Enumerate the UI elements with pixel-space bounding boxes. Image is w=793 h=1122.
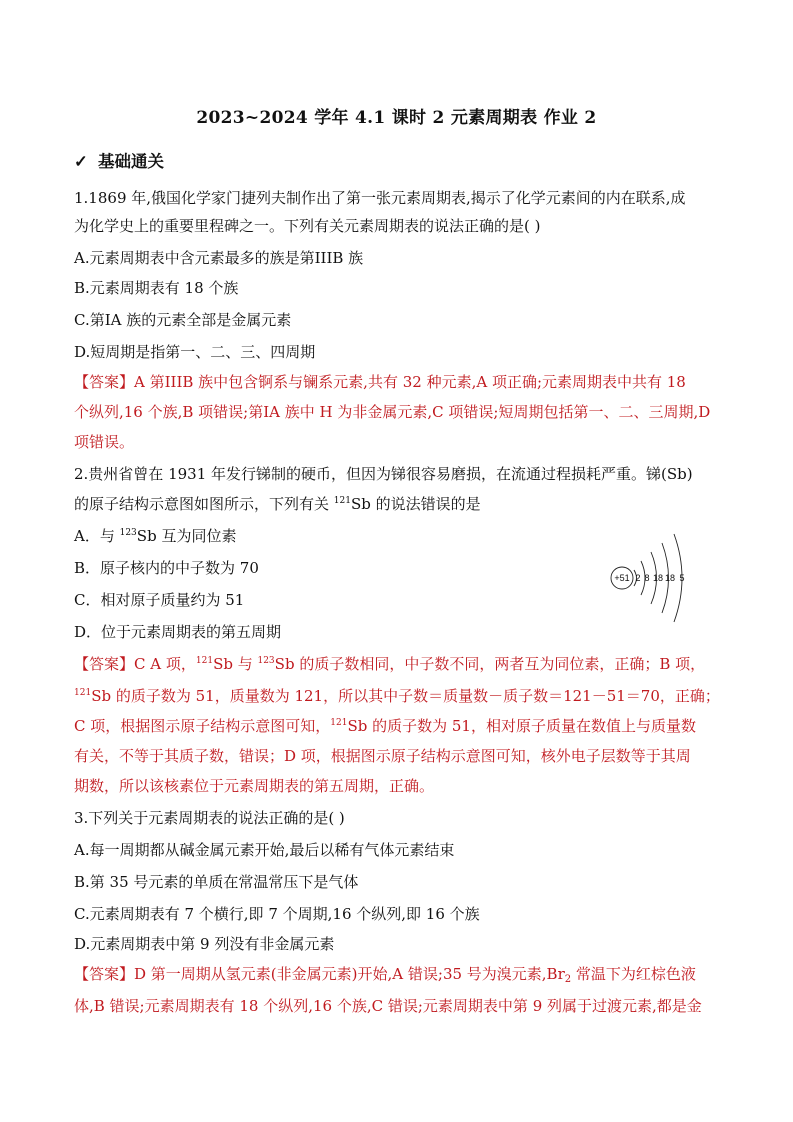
checkmark-icon: ✓ (74, 152, 88, 171)
q2-option-b: B．原子核内的中子数为 70 (74, 559, 259, 577)
q3-answer-line2: 体,B 错误;元素周期表有 18 个纵列,16 个族,C 错误;元素周期表中第 9 列属于过渡元素,都是金 (74, 997, 702, 1015)
answer-tag: 【答案】 (74, 655, 135, 673)
q2-option-a: A．与 $^{123}$Sb 互为同位素 (74, 527, 237, 545)
q2-stem-line2: 的原子结构示意图如图所示，下列有关 $^{121}$Sb 的说法错误的是 (74, 495, 481, 513)
q1-answer-line3: 项错误。 (74, 433, 135, 451)
q2-answer-line4: 有关，不等于其质子数，错误；D 项，根据图示原子结构示意图可知，核外电子层数等于其周 (74, 747, 691, 765)
shell-count-4: 18 (664, 573, 676, 583)
page-title: 2023~2024 学年 4.1 课时 2 元素周期表 作业 2 (196, 108, 597, 128)
q3-option-c: C.元素周期表有 7 个横行,即 7 个周期,16 个纵列,即 16 个族 (74, 905, 480, 923)
q2-answer-line3: C 项，根据图示原子结构示意图可知，$^{121}$Sb 的质子数为 51，相对原子质量在数值上与质量数 (74, 717, 696, 735)
shell-count-3: 18 (652, 573, 664, 583)
q1-stem-line1: 1.1869 年,俄国化学家门捷列夫制作出了第一张元素周期表,揭示了化学元素间的内在联系,成 (74, 189, 686, 207)
shell-count-5: 5 (679, 573, 685, 583)
answer-tag: 【答案】 (74, 965, 135, 983)
shell-count-2: 8 (644, 573, 650, 583)
q2-stem-line1: 2.贵州省曾在 1931 年发行锑制的硬币，但因为锑很容易磨损，在流通过程损耗严重。锑(Sb) (74, 465, 693, 483)
q1-option-d: D.短周期是指第一、二、三、四周期 (74, 343, 316, 361)
q2-answer-line1: 【答案】C A 项，$^{121}$Sb 与 $^{123}$Sb 的质子数相同，中子数不同，两者互为同位素，正确；B 项， (74, 655, 706, 673)
q3-option-d: D.元素周期表中第 9 列没有非金属元素 (74, 935, 335, 953)
q1-option-b: B.元素周期表有 18 个族 (74, 279, 239, 297)
nucleus-label: +51 (614, 573, 630, 583)
section-heading (74, 148, 164, 172)
q3-stem: 3.下列关于元素周期表的说法正确的是( ) (74, 809, 345, 827)
q3-option-b: B.第 35 号元素的单质在常温常压下是气体 (74, 873, 359, 891)
answer-tag: 【答案】 (74, 373, 135, 391)
q1-stem-line2: 为化学史上的重要里程碑之一。下列有关元素周期表的说法正确的是( ) (74, 217, 541, 235)
q2-option-d: D．位于元素周期表的第五周期 (74, 623, 282, 641)
q3-answer-line1: 【答案】D 第一周期从氢元素(非金属元素)开始,A 错误;35 号为溴元素$,Br_2$ 常温下为红棕色液 (74, 965, 696, 985)
q3-option-a: A.每一周期都从碱金属元素开始,最后以稀有气体元素结束 (74, 841, 455, 859)
q1-option-a: A.元素周期表中含元素最多的族是第IIIB 族 (74, 249, 364, 267)
atom-structure-diagram (608, 530, 696, 626)
section-label: 基础通关 (98, 152, 164, 171)
q2-answer-line2: $^{121}$Sb 的质子数为 51，质量数为 121，所以其中子数＝质量数－质子数＝121－51＝70，正确； (74, 687, 720, 705)
q1-answer-line2: 个纵列,16 个族,B 项错误;第IA 族中 H 为非金属元素,C 项错误;短周期包括第一、二、三周期,D (74, 403, 711, 421)
q2-answer-line5: 期数，所以该核素位于元素周期表的第五周期，正确。 (74, 777, 435, 795)
q1-option-c: C.第IA 族的元素全部是金属元素 (74, 311, 292, 329)
q1-answer-line1: 【答案】A 第IIIB 族中包含锕系与镧系元素,共有 32 种元素,A 项正确;元素周期表中共有 18 (74, 373, 686, 391)
q2-option-c: C．相对原子质量约为 51 (74, 591, 245, 609)
shell-count-1: 2 (635, 573, 641, 583)
